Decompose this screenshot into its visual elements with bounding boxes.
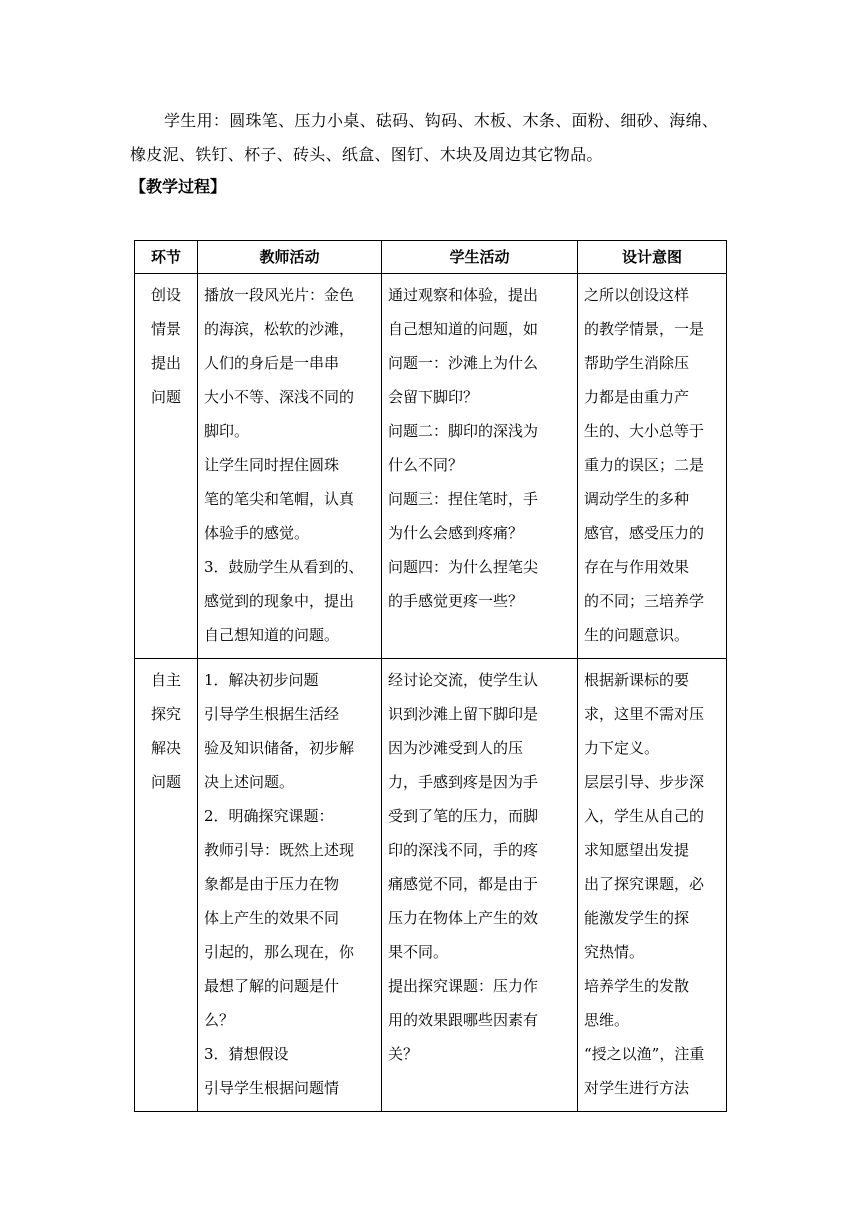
stage-line: 创设 (150, 286, 181, 304)
student-activity-line: 用的效果跟哪些因素有 (388, 1011, 539, 1029)
intro-line-1: 学生用：圆珠笔、压力小桌、砝码、钩码、木板、木条、面粉、细砂、海绵、 (164, 111, 719, 130)
design-intent-line: 存在与作用效果 (584, 558, 690, 576)
student-activity-line: 提出探究课题：压力作 (388, 977, 539, 995)
stage-line: 情景 (150, 320, 181, 338)
student-activity-line: 问题四：为什么捏笔尖 (388, 558, 539, 576)
teacher-activity-line: 验及知识储备，初步解 (204, 739, 355, 757)
stage-line: 探究 (150, 705, 181, 723)
teaching-process-table (134, 240, 727, 1112)
student-activity-line: 什么不同？ (388, 456, 464, 474)
teacher-activity-line: 体上产生的效果不同 (204, 909, 340, 927)
student-activity-cell (382, 274, 578, 659)
design-intent-cell (578, 659, 727, 1112)
design-intent-line: 生的问题意识。 (584, 626, 690, 644)
design-intent-line: 入，学生从自己的 (584, 807, 705, 825)
teacher-activity-cell (198, 659, 382, 1112)
table-row (135, 274, 727, 659)
teacher-activity-line: 教师引导：既然上述现 (204, 841, 355, 859)
stage-line: 自主 (150, 671, 181, 689)
student-activity-line: 自己想知道的问题，如 (388, 320, 539, 338)
design-intent-line: 之所以创设这样 (584, 286, 690, 304)
design-intent-line: 重力的误区；二是 (584, 456, 705, 474)
stage-line: 问题 (150, 773, 181, 791)
design-intent-line: 求知愿望出发提 (584, 841, 690, 859)
header-student-activity: 学生活动 (382, 241, 578, 274)
teacher-activity-line: 自己想知道的问题。 (204, 626, 340, 644)
teacher-activity-line: 最想了解的问题是什 (204, 977, 340, 995)
student-activity-line: 通过观察和体验，提出 (388, 286, 539, 304)
teacher-activity-line: 引起的，那么现在，你 (204, 943, 355, 961)
design-intent-line: 求，这里不需对压 (584, 705, 705, 723)
design-intent-line: 层层引导、步步深 (584, 773, 705, 791)
student-activity-cell (382, 659, 578, 1112)
student-activity-line: 为什么会感到疼痛？ (388, 524, 524, 542)
stage-line: 提出 (150, 354, 181, 372)
student-activity-line: 压力在物体上产生的效 (388, 909, 539, 927)
teacher-activity-line: 3．猜想假设 (204, 1045, 289, 1063)
design-intent-line: 的教学情景，一是 (584, 320, 705, 338)
intro-line-2: 橡皮泥、铁钉、杯子、砖头、纸盒、图钉、木块及周边其它物品。 (130, 145, 603, 164)
stage-cell (135, 659, 198, 1112)
design-intent-line: 培养学生的发散 (584, 977, 690, 995)
design-intent-line: “授之以渔”，注重 (584, 1045, 705, 1063)
teacher-activity-line: 脚印。 (204, 422, 250, 440)
design-intent-line: 帮助学生消除压 (584, 354, 690, 372)
design-intent-line: 根据新课标的要 (584, 671, 690, 689)
teacher-activity-cell (198, 274, 382, 659)
design-intent-line: 感官，感受压力的 (584, 524, 705, 542)
table-header-row (135, 241, 727, 274)
teacher-activity-line: 感觉到的现象中，提出 (204, 592, 355, 610)
student-activity-line: 痛感觉不同，都是由于 (388, 875, 539, 893)
design-intent-line: 对学生进行方法 (584, 1079, 690, 1097)
student-activity-line: 印的深浅不同，手的疼 (388, 841, 539, 859)
teacher-activity-line: 大小不等、深浅不同的 (204, 388, 355, 406)
student-activity-line: 经讨论交流，使学生认 (388, 671, 539, 689)
stage-line: 问题 (150, 388, 181, 406)
student-activity-line: 问题一：沙滩上为什么 (388, 354, 539, 372)
teacher-activity-line: 引导学生根据问题情 (204, 1079, 340, 1097)
teacher-activity-line: 决上述问题。 (204, 773, 295, 791)
teacher-activity-line: 象都是由于压力在物 (204, 875, 340, 893)
teacher-activity-line: 3．鼓励学生从看到的、 (204, 558, 364, 576)
intro-paragraph (130, 104, 750, 172)
header-stage: 环节 (135, 241, 198, 274)
design-intent-line: 能激发学生的探 (584, 909, 690, 927)
design-intent-line: 力都是由重力产 (584, 388, 690, 406)
student-activity-line: 受到了笔的压力，而脚 (388, 807, 539, 825)
student-activity-line: 会留下脚印？ (388, 388, 479, 406)
stage-cell (135, 274, 198, 659)
teacher-activity-line: 2．明确探究课题： (204, 807, 334, 825)
design-intent-cell (578, 274, 727, 659)
teacher-activity-line: 体验手的感觉。 (204, 524, 310, 542)
teacher-activity-line: 么？ (204, 1011, 235, 1029)
stage-line: 解决 (150, 739, 181, 757)
student-activity-line: 果不同。 (388, 943, 449, 961)
header-teacher-activity: 教师活动 (198, 241, 382, 274)
design-intent-line: 究热情。 (584, 943, 645, 961)
student-activity-line: 的手感觉更疼一些？ (388, 592, 524, 610)
teacher-activity-line: 笔的笔尖和笔帽，认真 (204, 490, 355, 508)
table-row (135, 659, 727, 1112)
teacher-activity-line: 人们的身后是一串串 (204, 354, 340, 372)
design-intent-line: 力下定义。 (584, 739, 660, 757)
header-design-intent: 设计意图 (578, 241, 727, 274)
teacher-activity-line: 播放一段风光片：金色 (204, 286, 355, 304)
student-activity-line: 问题三：捏住笔时，手 (388, 490, 539, 508)
design-intent-line: 调动学生的多种 (584, 490, 690, 508)
student-activity-line: 因为沙滩受到人的压 (388, 739, 524, 757)
teacher-activity-line: 1．解决初步问题 (204, 671, 319, 689)
student-activity-line: 问题二：脚印的深浅为 (388, 422, 539, 440)
design-intent-line: 思维。 (584, 1011, 630, 1029)
teacher-activity-line: 让学生同时捏住圆珠 (204, 456, 340, 474)
design-intent-line: 出了探究课题，必 (584, 875, 705, 893)
student-activity-line: 力，手感到疼是因为手 (388, 773, 539, 791)
design-intent-line: 的不同；三培养学 (584, 592, 705, 610)
student-activity-line: 关？ (388, 1045, 419, 1063)
teacher-activity-line: 引导学生根据生活经 (204, 705, 340, 723)
section-heading: 【教学过程】 (130, 177, 227, 196)
teacher-activity-line: 的海滨，松软的沙滩， (204, 320, 355, 338)
student-activity-line: 识到沙滩上留下脚印是 (388, 705, 539, 723)
design-intent-line: 生的、大小总等于 (584, 422, 705, 440)
